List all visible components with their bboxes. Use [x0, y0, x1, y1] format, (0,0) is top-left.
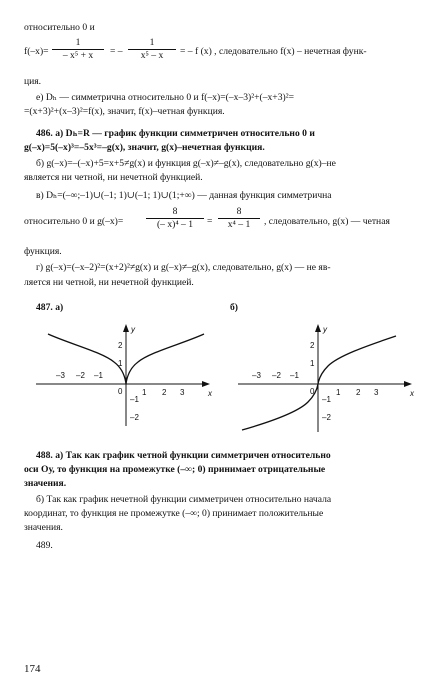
text-line: 489.: [36, 540, 53, 551]
tick-label: –2: [76, 371, 85, 380]
text-line: f(–x)=: [24, 46, 49, 57]
axis-label: y: [131, 325, 135, 334]
text-line: оси Oу, то функция на промежутке (–∞; 0) принимает отрицательные: [24, 464, 326, 475]
text-line: значения.: [24, 478, 67, 489]
text-line: в) Dₕ=(–∞;–1)∪(–1; 1)∪(–1; 1)∪(1;+∞) — данная функция симметрична: [36, 190, 332, 201]
text-line: б) g(–x)=–(–x)+5=x+5≠g(x) и функция g(–x)≠–g(x), следовательно g(x)–не: [36, 158, 336, 169]
axis-label: x: [208, 389, 212, 398]
text-line: 486. а) Dₕ=R — график функции симметричен относительно 0 и: [36, 128, 315, 139]
y-axis-arrow: [123, 324, 129, 332]
axis-label: x: [410, 389, 414, 398]
tick-label: –2: [322, 413, 331, 422]
fraction-numerator: 8: [236, 206, 242, 217]
exercise-label: б): [230, 302, 238, 313]
fraction-denominator: x⁵ – x: [140, 50, 164, 61]
tick-label: –3: [252, 371, 261, 380]
x-axis-arrow: [404, 381, 412, 387]
tick-label: –1: [322, 395, 331, 404]
text-line: г) g(–x)=(–x–2)²=(x+2)²≠g(x) и g(–x)≠–g(x), следовательно, g(x) — не яв-: [36, 262, 331, 273]
text-line: = – f (x) , следовательно f(x) – нечетная функ-: [180, 46, 367, 57]
text-line: ляется ни четной, ни нечетной функцией.: [24, 277, 194, 288]
fraction-denominator: (– x)⁴ – 1: [156, 219, 194, 230]
tick-label: 1: [310, 359, 315, 368]
graph-b: [232, 318, 432, 436]
tick-label: 3: [374, 388, 379, 397]
text-line: ция.: [24, 76, 42, 87]
fraction: [52, 38, 104, 61]
y-axis-arrow: [315, 324, 321, 332]
fraction-numerator: 1: [75, 37, 81, 48]
origin-label: 0: [118, 387, 123, 396]
tick-label: –2: [272, 371, 281, 380]
text-line: е) Dₕ — симметрична относительно 0 и f(–x)=(–x–3)²+(–x+3)²=: [36, 92, 294, 103]
tick-label: 2: [162, 388, 167, 397]
text-line: б) Так как график нечетной функции симметричен относительно начала: [36, 494, 332, 505]
tick-label: 1: [118, 359, 123, 368]
tick-label: –1: [130, 395, 139, 404]
text-line: относительно 0 и: [24, 22, 95, 33]
text-line: g(–x)=5(–x)³=–5x³=–g(x), значит, g(x)–нечетная функция.: [24, 142, 265, 153]
tick-label: –1: [94, 371, 103, 380]
axis-label: y: [323, 325, 327, 334]
fraction-denominator: x⁴ – 1: [227, 219, 251, 230]
graph-a: [30, 318, 230, 430]
x-axis-arrow: [202, 381, 210, 387]
fraction-numerator: 8: [172, 206, 178, 217]
fraction: [218, 207, 260, 230]
tick-label: –1: [290, 371, 299, 380]
fraction-denominator: – x⁵ + x: [62, 50, 94, 61]
text-line: относительно 0 и g(–x)=: [24, 216, 124, 227]
tick-label: 2: [356, 388, 361, 397]
function-curve: [242, 336, 396, 430]
exercise-label: 487. а): [36, 302, 64, 313]
tick-label: 2: [118, 341, 123, 350]
text-line: координат, то функция не промежутке (–∞; 0) принимает положительные: [24, 508, 324, 519]
fraction-numerator: 1: [149, 37, 155, 48]
origin-label: 0: [310, 387, 315, 396]
fraction: [128, 38, 176, 61]
text-line: =(x+3)²+(x–3)²=f(x), значит, f(x)–четная функция.: [24, 106, 225, 117]
text-line: 488. а) Так как график четной функции симметричен относительно: [36, 450, 331, 461]
fraction: [146, 207, 204, 230]
tick-label: –2: [130, 413, 139, 422]
tick-label: 3: [180, 388, 185, 397]
text-line: , следовательно, g(x) — четная: [264, 216, 390, 227]
text-line: функция.: [24, 246, 62, 257]
page-number: 174: [24, 663, 41, 675]
text-line: =: [207, 216, 213, 227]
text-line: значения.: [24, 522, 63, 533]
tick-label: 1: [336, 388, 341, 397]
tick-label: 1: [142, 388, 147, 397]
text-line: является ни четной, ни нечетной функцией.: [24, 172, 203, 183]
text-line: = –: [110, 46, 123, 57]
tick-label: –3: [56, 371, 65, 380]
tick-label: 2: [310, 341, 315, 350]
